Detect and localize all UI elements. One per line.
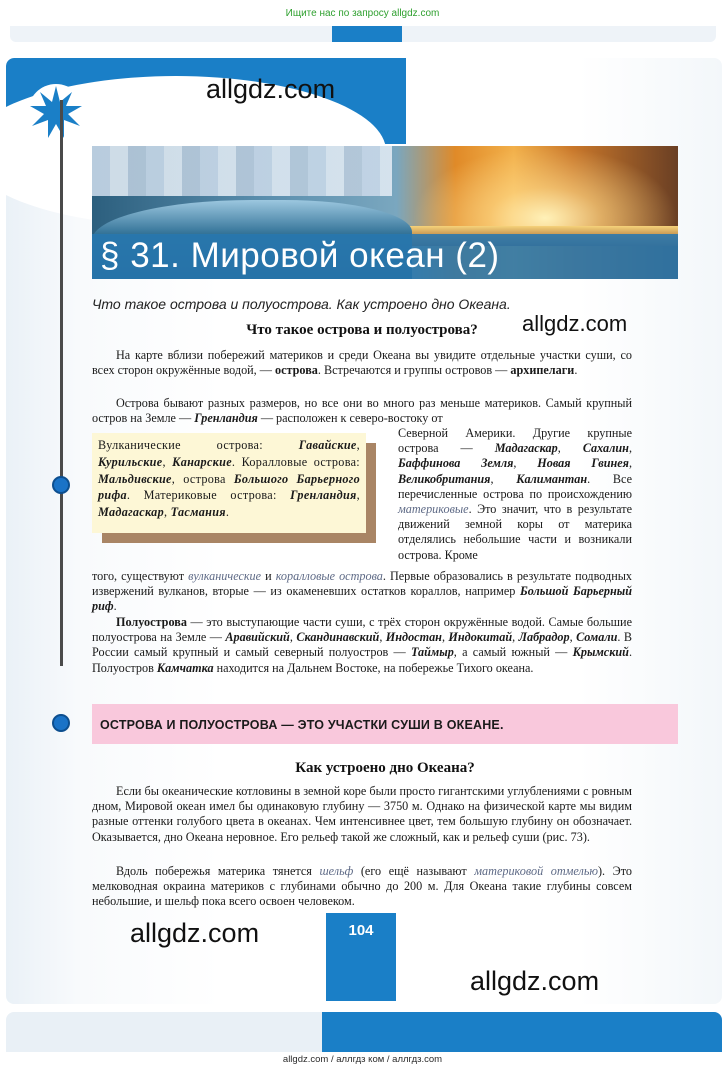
watermark: allgdz.com [130, 918, 260, 948]
timeline-dot [52, 476, 70, 494]
watermark: allgdz.com [522, 311, 628, 336]
paragraph: На карте вблизи побережий материков и среди Океана вы увидите отдельные участки суши, со всех сторон окружённые водой, — острова. Встречаются и группы островов — архипелаги. [92, 348, 632, 378]
section-label: Полярная звезда [138, 100, 240, 114]
paragraph: Вдоль побережья материка тянется шельф (его ещё называют материковой отмелью). Это мелководная окраина материков с глубинами обычно до 200 м. Для Океана такие глубины совсем небольшие, и шельф пока всего освоен человеком. [92, 864, 632, 909]
banner-sunset [412, 146, 678, 226]
footer-links[interactable]: allgdz.com / аллгдз ком / аллгдз.com [282, 1054, 443, 1065]
paragraph: Острова бывают разных размеров, но все они во много раз меньше материков. Самый крупный остров на Земле — Гренландия — расположен к северо-востоку от [92, 396, 632, 426]
chapter-subtitle: Что такое острова и полуострова. Как устроено дно Океана. [92, 296, 511, 312]
paragraph: Полуострова — это выступающие части суши, с трёх сторон окружённые водой. Самые большие полуострова на Земле — Аравийский, Скандинавский, Индостан, Индокитай, Лабрадор, Сомали. В России самый крупный и самый северный полуостров — Таймыр, а самый южный — Крымский. Полуостров Камчатка находится на Дальнем Востоке, на побережье Тихого океана. [92, 615, 633, 675]
next-page-tab [322, 1012, 722, 1052]
paragraph: того, существуют вулканические и коралловые острова. Первые образовались в результате подводных извержений вулканов, вторые — из окаменевших остатков кораллов, например Большой Барьерный риф. [92, 569, 632, 614]
previous-page-tab [332, 26, 402, 42]
watermark: allgdz.com [470, 966, 600, 996]
section-heading: Что такое острова и полуострова? [246, 322, 478, 338]
paragraph: Если бы океанические котловины в земной коре были просто гигантскими углублениями с ровным дном, Мировой океан имел бы одинаковую глубину — 3750 м. Однако на физической карте мы видим разные оттенки голубого цвета в океанах. Чем интенсивнее цвет, тем большую глубину он обозначает. Оказывается, дно Океана неровное. Его рельеф такой же сложный, как и рельеф суши (рис. 73). [92, 784, 632, 844]
polar-star-icon [28, 84, 84, 140]
page-number: 104 [348, 922, 374, 939]
chapter-title: § 31. Мировой океан (2) [100, 236, 500, 275]
top-note: Ищите нас по запросу allgdz.com [285, 8, 440, 19]
island-types-box: Вулканические острова: Гавайские, Курильские, Канарские. Коралловые острова: Мальдивские, острова Большого Барьерного рифа. Материковые острова: Гренландия, Мадагаскар, Тасмания. [92, 433, 366, 533]
watermark: allgdz.com [206, 74, 336, 104]
paragraph-right-column: Северной Америки. Другие крупные острова — Мадагаскар, Сахалин, Баффинова Земля, Новая Гвинея, Великобритания, Калимантан. Все перечисленные острова по происхождению материковые. Это значит, что в результате движений земной коры от материка отделялись небольшие части и возникали острова. Кроме [398, 426, 632, 562]
callout-text: ОСТРОВА И ПОЛУОСТРОВА — ЭТО УЧАСТКИ СУШИ В ОКЕАНЕ. [100, 718, 504, 732]
banner-pixel-pattern [92, 146, 392, 196]
section-heading: Как устроено дно Океана? [295, 760, 475, 776]
timeline-dot [52, 714, 70, 732]
timeline-line [60, 100, 63, 666]
